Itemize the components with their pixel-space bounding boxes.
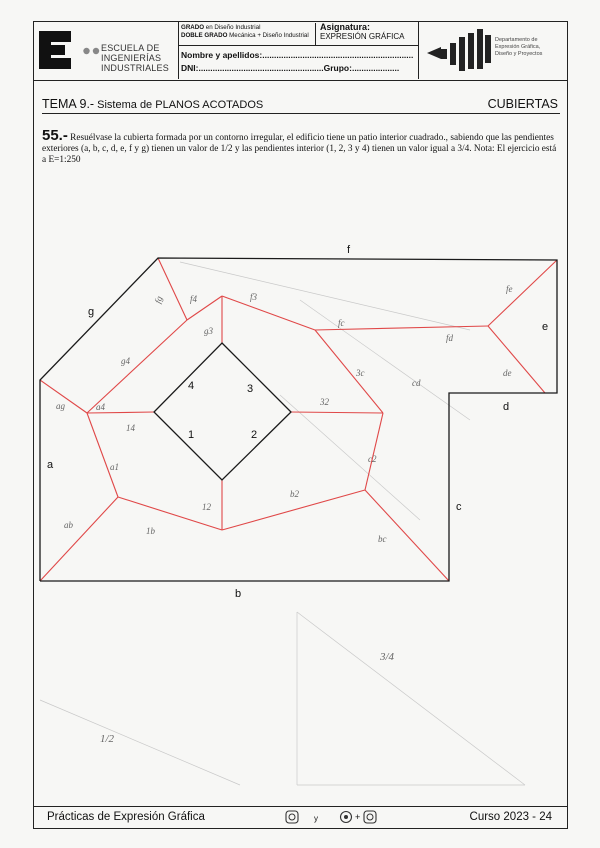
svg-text:12: 12 (202, 502, 211, 512)
svg-text:fc: fc (338, 318, 345, 328)
svg-text:fd: fd (446, 333, 454, 343)
practice-icon (285, 810, 299, 824)
svg-text:a1: a1 (110, 462, 119, 472)
svg-text:fg: fg (152, 294, 165, 305)
footer-y: y (314, 814, 318, 823)
label-c: c (456, 501, 462, 513)
svg-text:3/4: 3/4 (380, 651, 395, 663)
svg-text:b2: b2 (290, 489, 299, 499)
interior-patio (154, 343, 291, 480)
svg-text:f4: f4 (190, 294, 198, 304)
label-b: b (235, 588, 242, 600)
practice-icon-2 (363, 810, 377, 824)
svg-text:g3: g3 (204, 326, 213, 336)
label-4: 4 (188, 380, 195, 392)
label-a: a (47, 459, 54, 471)
svg-text:14: 14 (126, 423, 135, 433)
problem-number: 55.- (42, 127, 68, 144)
label-2: 2 (251, 429, 258, 441)
svg-text:f3: f3 (250, 292, 258, 302)
svg-text:a4: a4 (96, 402, 105, 412)
label-1: 1 (188, 429, 195, 441)
building-outline (40, 258, 557, 581)
label-f: f (347, 244, 351, 256)
label-e: e (542, 321, 549, 333)
svg-text:3c: 3c (356, 368, 365, 378)
svg-text:ag: ag (56, 401, 65, 411)
roof-ridges (40, 258, 557, 581)
footer (33, 806, 568, 828)
svg-text:ab: ab (64, 520, 73, 530)
label-g: g (88, 306, 95, 318)
degree-info: GRADO en Diseño Industrial DOBLE GRADO Mecánica + Diseño Industrial (181, 24, 309, 39)
pc-icon (339, 810, 353, 824)
label-d: d (503, 401, 510, 413)
problem-text: Resuélvase la cubierta formada por un contorno irregular, el edificio tiene un patio interior cuadrado., sabiendo que las pendientes exteriores (a, b, c, d, e, f y g) tienen un valor de 1/2 y las pendientes interior (1, 2, 3 y 4) tienen un valor igual a 3/4. Nota: El ejercicio está a E=1:250 (42, 133, 557, 165)
svg-text:fe: fe (506, 284, 513, 294)
footer-academic-year: Curso 2023 - 24 (469, 811, 552, 823)
label-3: 3 (247, 383, 254, 395)
svg-text:32: 32 (320, 397, 329, 407)
department-name: Departamento de Expresión Gráfica, Diseño y Proyectos (495, 37, 543, 57)
dni-group-field[interactable]: DNI:.....................................................Grupo:.................... (181, 63, 400, 73)
svg-text:cd: cd (412, 378, 421, 388)
school-name: ESCUELA DE INGENIERÍAS INDUSTRIALES (101, 43, 169, 73)
pencil-labels (56, 284, 513, 745)
svg-text:1b: 1b (146, 526, 155, 536)
footer-course-name: Prácticas de Expresión Gráfica (47, 811, 205, 823)
svg-text:c2: c2 (368, 454, 377, 464)
section-title: CUBIERTAS (487, 97, 558, 111)
plus-sign: + (355, 812, 361, 822)
topic-title: TEMA 9.- Sistema de PLANOS ACOTADOS (42, 97, 264, 111)
svg-text:de: de (503, 368, 512, 378)
name-field[interactable]: Nombre y apellidos:................................................................ (181, 50, 414, 60)
svg-text:bc: bc (378, 534, 387, 544)
subject-box: Asignatura: EXPRESIÓN GRÁFICA (315, 23, 404, 45)
svg-text:g4: g4 (121, 356, 130, 366)
edge-labels (47, 244, 548, 600)
svg-text:1/2: 1/2 (100, 733, 115, 745)
